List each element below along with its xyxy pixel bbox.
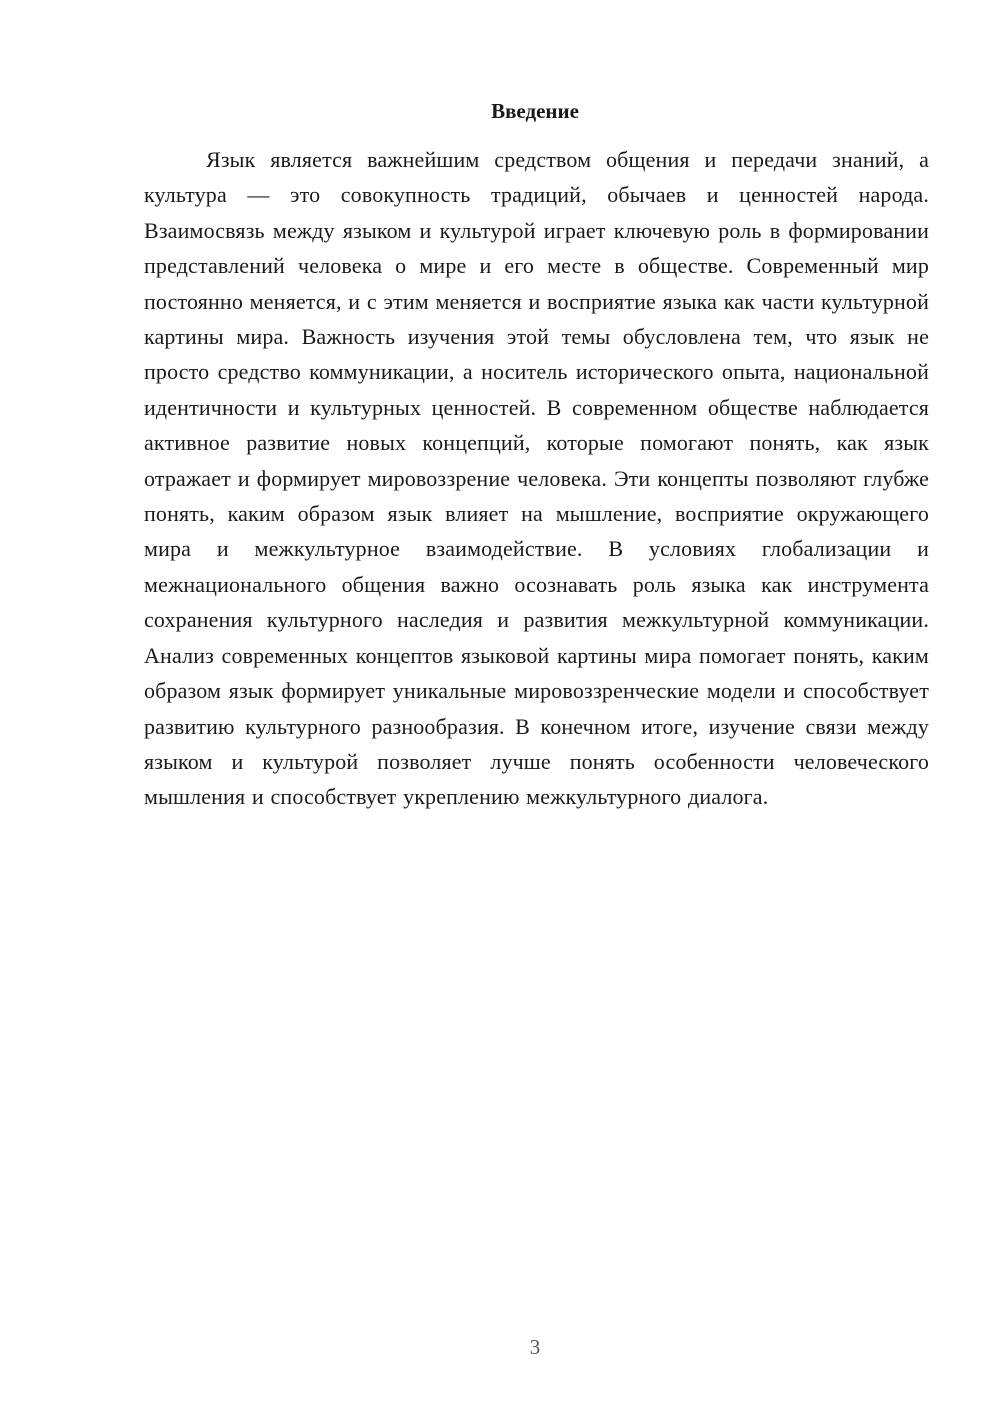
page-number: 3: [529, 1335, 541, 1359]
body-paragraph: Язык является важнейшим средством общения и передачи знаний, а культура — это совокупность традиций, обычаев и ценностей народа. Взаимосвязь между языком и культурой играет ключевую роль в формировании представлений человека о мире и его месте в обществе. Современный мир постоянно меняется, и с этим меняется и восприятие языка как части культурной картины мира. Важность изучения этой темы обусловлена тем, что язык не просто средство коммуникации, а носитель исторического опыта, национальной идентичности и культурных ценностей. В современном обществе наблюдается активное развитие новых концепций, которые помогают понять, как язык отражает и формирует мировоззрение человека. Эти концепты позволяют глубже понять, каким образом язык влияет на мышление, восприятие окружающего мира и межкультурное взаимодействие. В условиях глобализации и межнационального общения важно осознавать роль языка как инструмента сохранения культурного наследия и развития межкультурной коммуникации. Анализ современных концептов языковой картины мира помогает понять, каким образом язык формирует уникальные мировоззренческие модели и способствует развитию культурного разнообразия. В конечном итоге, изучение связи между языком и культурой позволяет лучше понять особенности человеческого мышления и способствует укреплению межкультурного диалога.: [144, 147, 929, 810]
section-heading: Введение: [491, 99, 579, 123]
